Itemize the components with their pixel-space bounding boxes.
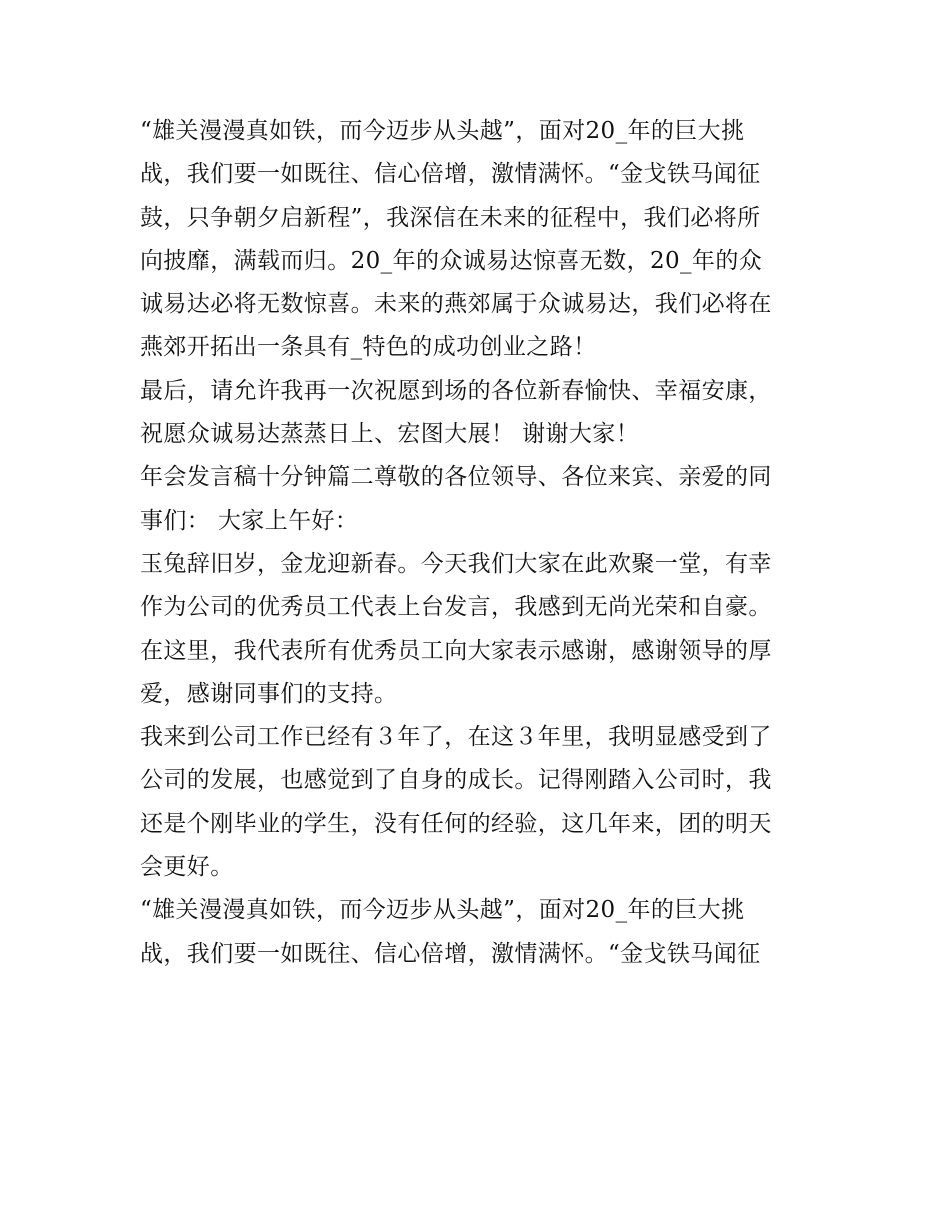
text-line: 还是个刚毕业的学生，没有任何的经验，这几年来，团的明天 <box>140 810 772 837</box>
text-line: 公司的发展，也感觉到了自身的成长。记得刚踏入公司时，我 <box>140 767 772 794</box>
text-line: 战，我们要一如既往、信心倍增，激情满怀。“金戈铁马闻征 <box>140 940 761 967</box>
text-line: 事们： 大家上午好： <box>140 507 359 534</box>
text-line: 向披靡，满载而归。20_年的众诚易达惊喜无数，20_年的众 <box>140 247 763 274</box>
text-line: 作为公司的优秀员工代表上台发言，我感到无尚光荣和自豪。 <box>140 594 772 621</box>
text-line: “雄关漫漫真如铁，而今迈步从头越”，面对20_年的巨大挑 <box>140 118 745 144</box>
text-line: 鼓，只争朝夕启新程”，我深信在未来的征程中，我们必将所 <box>140 204 761 231</box>
document-body <box>140 110 812 976</box>
text-line: 我来到公司工作已经有３年了，在这３年里，我明显感受到了 <box>140 724 772 751</box>
text-line: 玉兔辞旧岁，金龙迎新春。今天我们大家在此欢聚一堂，有幸 <box>140 550 772 577</box>
text-line: 爱，感谢同事们的支持。 <box>140 680 398 707</box>
text-line: 会更好。 <box>140 854 234 881</box>
text-line: “雄关漫漫真如铁，而今迈步从头越”，面对20_年的巨大挑 <box>140 897 745 924</box>
text-line: 诚易达必将无数惊喜。未来的燕郊属于众诚易达，我们必将在 <box>140 291 772 318</box>
text-line: 年会发言稿十分钟篇二尊敬的各位领导、各位来宾、亲爱的同 <box>140 464 772 491</box>
text-line: 燕郊开拓出一条具有_特色的成功创业之路！ <box>140 334 597 361</box>
text-line: 在这里，我代表所有优秀员工向大家表示感谢，感谢领导的厚 <box>140 637 772 664</box>
text-line: 最后，请允许我再一次祝愿到场的各位新春愉快、幸福安康， <box>140 377 772 404</box>
text-line: 战，我们要一如既往、信心倍增，激情满怀。“金戈铁马闻征 <box>140 161 761 188</box>
text-line: 祝愿众诚易达蒸蒸日上、宏图大展！ 谢谢大家！ <box>140 421 640 448</box>
